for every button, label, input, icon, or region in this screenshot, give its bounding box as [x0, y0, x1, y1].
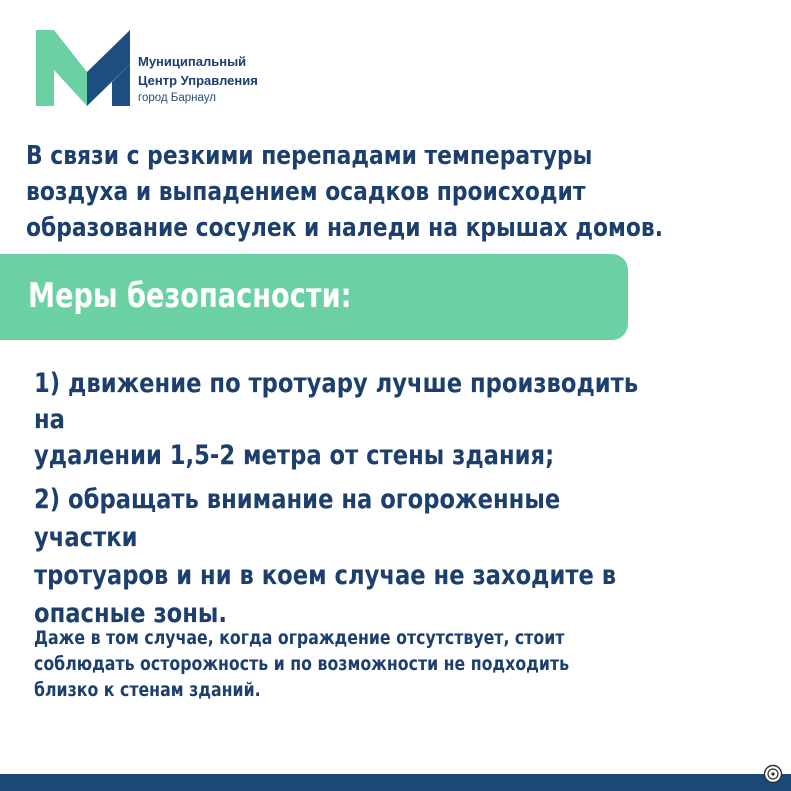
caution-note: Даже в том случае, когда ограждение отсутствует, стоит соблюдать осторожность и по возможности не подходить близко к стенам зданий.: [34, 627, 570, 701]
measure-item-2: 2) обращать внимание на огороженные участки тротуаров и ни в коем случае не заходите в опасные зоны.: [34, 484, 617, 629]
measure-item-1: 1) движение по тротуару лучше производить на удалении 1,5-2 метра от стены здания;: [34, 368, 639, 471]
banner-title: Меры безопасности:: [28, 276, 352, 316]
org-line-1: Муниципальный: [138, 54, 247, 69]
mcu-logo-icon: [36, 30, 130, 106]
safety-banner: [0, 254, 628, 340]
footer-bar: [0, 774, 791, 791]
intro-text: В связи с резкими перепадами температуры воздуха и выпадением осадков происходит образование сосулек и наледи на крышах домов.: [26, 141, 664, 243]
org-line-2: Центр Управления: [138, 73, 258, 88]
organization-name: [138, 52, 258, 106]
watermark-badge-icon: [763, 764, 783, 784]
org-city: город Барнаул: [138, 92, 216, 104]
